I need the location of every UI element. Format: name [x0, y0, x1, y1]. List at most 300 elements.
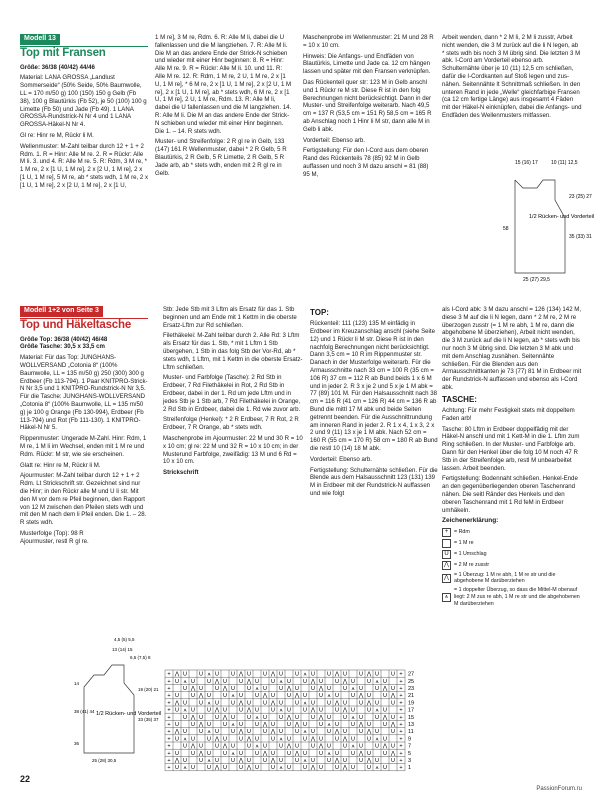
chart-cell-symbol: U: [343, 671, 347, 678]
chart-cell-symbol: ⋀: [214, 707, 220, 714]
chart-cell-symbol: U: [231, 700, 235, 707]
chart-cell-symbol: +: [167, 758, 171, 764]
chart-cell-symbol: U: [311, 671, 315, 678]
chart-cell-symbol: U: [343, 714, 347, 721]
modell12-vorderteil: Vorderteil: Ebenso arb.: [310, 455, 372, 463]
chart-cell-symbol: U: [263, 671, 267, 678]
chart-cell-symbol: ⋀: [246, 678, 252, 685]
chart-cell-symbol: U: [191, 707, 195, 714]
chart-cell-symbol: U: [271, 722, 275, 728]
modell12-tasche-header: TASCHE:: [442, 394, 477, 404]
chart-cell-symbol: +: [399, 722, 403, 728]
chart-cell-symbol: +: [167, 743, 171, 750]
chart-row-number: 7: [408, 743, 412, 750]
modell12-achtung: Achtung: Für mehr Festigkeit stets mit doppeltem Faden arb!: [442, 407, 575, 422]
chart-cell-symbol: U: [319, 736, 323, 743]
chart-cell-symbol: ⩚: [183, 736, 187, 743]
chart-cell-symbol: U: [319, 750, 323, 757]
chart-cell-symbol: U: [335, 765, 339, 772]
chart-cell-symbol: ⩚: [183, 765, 187, 772]
chart-cell-symbol: +: [167, 736, 171, 743]
chart-cell-symbol: ⋀: [366, 700, 372, 707]
chart-cell-symbol: U: [231, 758, 235, 764]
legend-item: [442, 539, 582, 548]
chart-cell-symbol: ⩚: [375, 678, 379, 685]
chart-cell-symbol: U: [359, 758, 363, 764]
chart-cell-symbol: ⋀: [382, 686, 388, 692]
chart-cell-symbol: U: [295, 714, 299, 721]
chart-cell-symbol: ⋀: [270, 729, 276, 736]
chart-cell-symbol: U: [263, 729, 267, 736]
chart-cell-symbol: ⩚: [279, 707, 283, 714]
chart-cell-symbol: ⩚: [279, 765, 283, 772]
chart-cell-symbol: ⋀: [238, 729, 244, 736]
chart-cell-symbol: U: [367, 750, 371, 757]
chart-cell-symbol: U: [183, 743, 187, 750]
chart-cell-symbol: U: [199, 729, 203, 736]
modell12-schema-bottom: 25 (28) 30,5: [92, 758, 117, 763]
chart-cell-symbol: U: [359, 729, 363, 736]
chart-cell-symbol: U: [223, 722, 227, 728]
chart-cell-symbol: ⋀: [286, 743, 292, 750]
chart-cell-symbol: U: [375, 671, 379, 678]
chart-cell-symbol: U: [327, 700, 331, 707]
modell12-icord: als I-Cord abk: 3 M dazu anschl = 126 (134) 142 M, diese 3 M auf die li N legen, dann * 2 M re, 2 M re überzogen zusstr (= 1 M re abh, 1 M re, dann die abgehobene M überziehen), Arbeit nicht wenden, die 3 M zurück auf die li N legen, ab * stets wdh bis nur noch 3 M übrig sind. Die letzten 3 M abk und mit dem Anschlag zusnähen. Seitennähte schließen. Für die Blenden aus den Armausschnittkanten je 73 (77) 81 M in Erdbeer mit der Rundstrick-N auffassen und ebenso als I-Cord abk.: [442, 306, 582, 391]
chart-cell-symbol: U: [263, 700, 267, 707]
chart-cell-symbol: +: [399, 729, 403, 736]
chart-cell-symbol: U: [263, 714, 267, 721]
chart-cell-symbol: ⋀: [342, 678, 348, 685]
modell12-maschenprobe: Maschenprobe im Ajourmuster: 22 M und 30 R = 10 x 10 cm; gl re: 22 M und 32 R = 10 x 10 cm; in der Musterund Farbfolge, zweifädig: 13 M und 6 Rd = 10 x 10 cm.: [163, 434, 303, 466]
modell13-maschenprobe: Maschenprobe im Wellenmuster: 21 M und 28 R = 10 x 10 cm.: [303, 34, 434, 49]
modell12-strickschrift-label: Strickschrift: [163, 469, 199, 477]
chart-cell-symbol: ⋀: [390, 750, 396, 757]
chart-cell-symbol: U: [335, 707, 339, 714]
chart-cell-symbol: U: [327, 686, 331, 692]
chart-cell-symbol: ⩚: [255, 686, 259, 692]
chart-cell-symbol: ⩚: [279, 736, 283, 743]
chart-cell-symbol: ⋀: [174, 671, 180, 678]
chart-cell-symbol: ⩚: [207, 671, 211, 678]
chart-cell-symbol: U: [215, 729, 219, 736]
chart-cell-symbol: U: [223, 678, 227, 685]
chart-cell-symbol: U: [319, 707, 323, 714]
chart-row-number: 21: [408, 693, 415, 700]
modell13-schema-side2: 35 (33) 31: [569, 234, 592, 240]
chart-cell-symbol: +: [167, 707, 171, 714]
chart-cell-symbol: U: [207, 750, 211, 757]
chart-cell-symbol: ⋀: [310, 765, 316, 772]
chart-cell-symbol: U: [311, 758, 315, 764]
chart-cell-symbol: U: [247, 686, 251, 692]
modell13-vorderteil: Vorderteil: Ebenso arb.: [303, 136, 365, 144]
chart-cell-symbol: ⋀: [190, 714, 196, 721]
chart-cell-symbol: U: [287, 707, 291, 714]
chart-cell-symbol: ⋀: [310, 707, 316, 714]
chart-cell-symbol: U: [215, 700, 219, 707]
chart-cell-symbol: +: [167, 686, 171, 692]
chart-cell-symbol: U: [391, 729, 395, 736]
chart-cell-symbol: ⋀: [246, 765, 252, 772]
legend-label: = 2 M re zusstr: [454, 561, 490, 568]
modell12-tag: Modell 1+2 von Seite 3: [20, 306, 103, 317]
chart-cell-symbol: U: [351, 765, 355, 772]
chart-cell-symbol: U: [231, 671, 235, 678]
modell12-schema-f: 38 (41) 44: [74, 709, 95, 714]
chart-cell-symbol: U: [263, 743, 267, 750]
chart-cell-symbol: U: [271, 736, 275, 743]
chart-cell-symbol: ⩚: [255, 743, 259, 750]
chart-cell-symbol: U: [287, 765, 291, 772]
modell12-schema-b: 13 (14) 15: [112, 647, 133, 652]
modell13-col4-text: Arbeit wenden, dann * 2 M li, 2 M li zusstr, Arbeit nicht wenden, die 3 M zurück auf die li N legen, ab * stets wdh bis noch 3 M übrig sind. Die letzten 3 M abk. I-Cord am Vorderteil ebenso arb. Schulternähte über je 10 (11) 12,5 cm schließen, dafür die I-Cordkanten auf Stoß legen und zus-nähen. Seitennähte lt Schnittmaß schließen. In den unteren Rand in jede „Welle“ gleichfarbige Fransen (ca 12 cm fertige Länge) aus insgesamt 4 Fäden mit der Häkel-N einknüpfen, dabei die Anfangs- und Endfäden des Wellenmusters mitfassen.: [442, 34, 582, 119]
chart-cell-symbol: +: [167, 765, 171, 772]
modell13-col1: [20, 34, 148, 193]
chart-cell-symbol: +: [167, 750, 171, 757]
chart-cell-symbol: ⩚: [303, 729, 307, 736]
modell12-ajour: Ajourmuster: M-Zahl teilbar durch 12 + 1 + 2 Rdm. Lt Strickschrift str. Gezeichnet sind nur die Hinr; in den Rückr alle M und U li str. Mit den M vor dem re Pfeil beginnen, den Rapport von 12 M zwischen den Pfeilen stets wdh und mit den M nach dem li Pfeil enden. Die 1. – 28. R stets wdh.: [20, 472, 147, 527]
chart-cell-symbol: U: [367, 693, 371, 700]
chart-cell-symbol: U: [247, 671, 251, 678]
chart-cell-symbol: U: [367, 736, 371, 743]
chart-cell-symbol: U: [383, 765, 387, 772]
chart-cell-symbol: ⋀: [334, 671, 340, 678]
chart-cell-symbol: U: [375, 714, 379, 721]
chart-cell-symbol: U: [359, 671, 363, 678]
chart-cell-symbol: ⋀: [286, 686, 292, 692]
chart-cell-symbol: U: [319, 678, 323, 685]
chart-cell-symbol: +: [399, 736, 403, 743]
chart-cell-symbol: +: [399, 693, 403, 700]
chart-cell-symbol: U: [223, 750, 227, 757]
chart-cell-symbol: ⋀: [238, 671, 244, 678]
modell12-schema-g: 33 (35) 37: [138, 717, 159, 722]
chart-cell-symbol: U: [311, 700, 315, 707]
chart-cell-symbol: ⋀: [222, 743, 228, 750]
chart-cell-symbol: ⩚: [207, 729, 211, 736]
chart-cell-symbol: U: [239, 750, 243, 757]
modell12-streifen: Streifenfolge (Henkel): * 2 R Erdbeer, 7 R Rot, 2 R Erdbeer, 7 R Orange, ab * stets wdh.: [163, 416, 299, 432]
chart-cell-symbol: U: [327, 714, 331, 721]
chart-cell-symbol: U: [295, 686, 299, 692]
chart-cell-symbol: ⋀: [310, 678, 316, 685]
chart-cell-symbol: U: [231, 686, 235, 692]
chart-cell-symbol: U: [271, 750, 275, 757]
chart-cell-symbol: ⩚: [279, 678, 283, 685]
chart-cell-symbol: U: [303, 765, 307, 772]
modell13-col2: [155, 34, 292, 180]
legend-symbol: ⩚: [442, 593, 451, 602]
legend-symbol: ⋀: [442, 574, 451, 583]
chart-cell-symbol: U: [391, 758, 395, 764]
chart-cell-symbol: U: [335, 722, 339, 728]
modell12-rule: [20, 318, 148, 319]
chart-cell-symbol: U: [375, 729, 379, 736]
chart-cell-symbol: U: [343, 729, 347, 736]
legend-item: [442, 561, 582, 570]
chart-cell-symbol: U: [303, 736, 307, 743]
chart-cell-symbol: U: [215, 686, 219, 692]
chart-cell-symbol: ⩚: [303, 758, 307, 764]
chart-cell-symbol: U: [271, 693, 275, 700]
chart-cell-symbol: U: [287, 693, 291, 700]
chart-cell-symbol: U: [303, 693, 307, 700]
chart-cell-symbol: U: [239, 707, 243, 714]
chart-cell-symbol: U: [183, 671, 187, 678]
chart-cell-symbol: U: [375, 686, 379, 692]
chart-cell-symbol: U: [247, 758, 251, 764]
chart-cell-symbol: ⋀: [262, 722, 268, 728]
chart-cell-symbol: +: [399, 707, 403, 714]
modell12-fertig: Fertigstellung: Schulternähte schließen. Für die Blende aus dem Halsausschnitt 123 (131) 139 M in Erdbeer mit der Rundstrick-N auffassen und wie folgt: [310, 466, 438, 497]
chart-cell-symbol: ⋀: [382, 743, 388, 750]
chart-cell-symbol: ⋀: [334, 700, 340, 707]
chart-cell-symbol: ⋀: [294, 750, 300, 757]
chart-cell-symbol: U: [391, 671, 395, 678]
modell12-size-tasche: Größe Tasche: 30,5 x 33,5 cm: [20, 343, 105, 351]
chart-cell-symbol: U: [207, 707, 211, 714]
chart-cell-symbol: U: [231, 714, 235, 721]
chart-cell-symbol: U: [343, 743, 347, 750]
chart-cell-symbol: U: [295, 743, 299, 750]
chart-cell-symbol: ⋀: [270, 671, 276, 678]
chart-cell-symbol: U: [335, 693, 339, 700]
chart-cell-symbol: U: [175, 722, 179, 728]
chart-cell-symbol: U: [359, 700, 363, 707]
chart-cell-symbol: ⩚: [183, 707, 187, 714]
chart-cell-symbol: +: [399, 714, 403, 721]
chart-cell-symbol: ⋀: [190, 743, 196, 750]
legend-label: = Rdm: [454, 528, 470, 535]
chart-cell-symbol: ⋀: [390, 693, 396, 700]
chart-cell-symbol: ⋀: [318, 743, 324, 750]
chart-cell-symbol: U: [255, 736, 259, 743]
chart-cell-symbol: U: [391, 714, 395, 721]
chart-row-number: 1: [408, 765, 412, 772]
legend-label: = 1 M re: [454, 539, 474, 546]
chart-cell-symbol: U: [295, 758, 299, 764]
chart-cell-symbol: ⩚: [327, 750, 331, 757]
legend-symbol: ⋀: [442, 561, 451, 570]
chart-cell-symbol: ⩚: [375, 707, 379, 714]
chart-cell-symbol: +: [167, 671, 171, 678]
page-number: 22: [20, 774, 31, 784]
chart-cell-symbol: ⩚: [207, 758, 211, 764]
chart-cell-symbol: ⋀: [310, 736, 316, 743]
chart-cell-symbol: ⋀: [366, 758, 372, 764]
chart-cell-symbol: U: [335, 750, 339, 757]
chart-cell-symbol: ⋀: [190, 686, 196, 692]
chart-cell-symbol: U: [199, 686, 203, 692]
chart-row-number: 15: [408, 714, 415, 721]
chart-cell-symbol: U: [255, 693, 259, 700]
chart-row-number: 25: [408, 678, 415, 685]
modell13-schema-center: 1/2 Rücken- und Vorderteil: [529, 214, 595, 220]
chart-cell-symbol: ⋀: [238, 700, 244, 707]
chart-cell-symbol: U: [191, 736, 195, 743]
chart-cell-symbol: ⋀: [198, 693, 204, 700]
chart-cell-symbol: U: [351, 736, 355, 743]
chart-cell-symbol: ⋀: [366, 671, 372, 678]
chart-cell-symbol: ⩚: [231, 722, 235, 728]
chart-cell-symbol: U: [319, 722, 323, 728]
modell13-schema-top-right: 10 (11) 12,5: [551, 160, 578, 166]
modell13-title: Top mit Fransen: [20, 46, 106, 59]
chart-cell-symbol: +: [167, 714, 171, 721]
chart-cell-symbol: U: [359, 743, 363, 750]
chart-cell-symbol: U: [231, 743, 235, 750]
chart-cell-symbol: U: [175, 707, 179, 714]
chart-cell-symbol: U: [319, 765, 323, 772]
chart-cell-symbol: U: [239, 736, 243, 743]
modell13-tag: Modell 13: [20, 34, 60, 45]
chart-cell-symbol: ⋀: [358, 693, 364, 700]
chart-cell-symbol: U: [215, 671, 219, 678]
chart-cell-symbol: U: [375, 758, 379, 764]
chart-cell-symbol: ⋀: [390, 722, 396, 728]
modell13-col4: [442, 34, 582, 123]
chart-cell-symbol: U: [359, 714, 363, 721]
chart-cell-symbol: ⋀: [198, 722, 204, 728]
chart-cell-symbol: U: [343, 758, 347, 764]
chart-cell-symbol: U: [239, 722, 243, 728]
modell13-fertig: Fertigstellung: Für den I-Cord aus dem oberen Rand des Rückenteils 78 (85) 92 M in Gelb auffassen und noch 3 M dazu anschl = 81 (88) 95 M,: [303, 147, 429, 178]
chart-cell-symbol: U: [303, 750, 307, 757]
chart-cell-symbol: ⋀: [198, 750, 204, 757]
chart-cell-symbol: U: [271, 678, 275, 685]
watermark: PassionForum.ru: [536, 786, 582, 792]
chart-row-number: 11: [408, 729, 414, 736]
modell13-schema: [503, 158, 595, 283]
chart-cell-symbol: U: [351, 693, 355, 700]
modell12-col2: [163, 306, 303, 480]
chart-cell-symbol: +: [167, 722, 171, 728]
chart-cell-symbol: U: [303, 707, 307, 714]
chart-cell-symbol: U: [231, 729, 235, 736]
chart-cell-symbol: U: [223, 736, 227, 743]
chart-cell-symbol: U: [367, 722, 371, 728]
chart-cell-symbol: ⋀: [366, 729, 372, 736]
legend-item: [442, 587, 582, 607]
chart-cell-symbol: U: [311, 743, 315, 750]
chart-cell-symbol: U: [191, 678, 195, 685]
chart-cell-symbol: U: [335, 678, 339, 685]
chart-cell-symbol: ⩚: [207, 700, 211, 707]
chart-cell-symbol: +: [399, 686, 403, 692]
legend-item: [442, 528, 582, 537]
legend-symbol: [442, 539, 451, 548]
legend-label: = 1 Überzug: 1 M re abh, 1 M re str und die abgehobene M darüberziehen: [454, 571, 556, 585]
chart-row-number: 17: [408, 707, 415, 714]
chart-cell-symbol: U: [263, 686, 267, 692]
chart-cell-symbol: ⋀: [334, 729, 340, 736]
chart-cell-symbol: ⋀: [174, 729, 180, 736]
chart-cell-symbol: U: [327, 743, 331, 750]
chart-cell-symbol: ⩚: [183, 678, 187, 685]
legend-item: [442, 550, 582, 559]
chart-cell-symbol: U: [303, 678, 307, 685]
chart-cell-symbol: U: [199, 758, 203, 764]
chart-cell-symbol: U: [239, 765, 243, 772]
chart-row-number: 3: [408, 758, 412, 764]
chart-cell-symbol: U: [247, 714, 251, 721]
chart-cell-symbol: U: [319, 693, 323, 700]
chart-cell-symbol: U: [367, 707, 371, 714]
modell12-rippen: Rippenmuster: Ungerade M-Zahl. Hinr: Rdm, 1 M re, 1 M li im Wechsel, enden mit 1 M re und Rdm. Rückr: M str, wie sie erscheinen.: [20, 435, 147, 458]
chart-cell-symbol: U: [391, 743, 395, 750]
chart-cell-symbol: U: [183, 700, 187, 707]
legend-item: [442, 572, 582, 586]
chart-cell-symbol: ⋀: [342, 765, 348, 772]
chart-cell-symbol: U: [207, 722, 211, 728]
chart-cell-symbol: +: [399, 750, 403, 757]
chart-cell-symbol: U: [383, 722, 387, 728]
chart-cell-symbol: U: [295, 700, 299, 707]
chart-cell-symbol: U: [247, 700, 251, 707]
knitting-chart: [163, 668, 429, 774]
chart-cell-symbol: U: [391, 700, 395, 707]
chart-cell-symbol: U: [207, 765, 211, 772]
chart-cell-symbol: U: [391, 686, 395, 692]
chart-cell-symbol: U: [215, 743, 219, 750]
chart-cell-symbol: U: [327, 729, 331, 736]
chart-cell-symbol: U: [215, 714, 219, 721]
modell12-schema-left: 36: [74, 741, 80, 746]
chart-cell-symbol: U: [287, 736, 291, 743]
chart-cell-symbol: ⩚: [351, 686, 355, 692]
chart-cell-symbol: U: [311, 729, 315, 736]
chart-cell-symbol: U: [367, 678, 371, 685]
modell13-schema-left: 58: [503, 226, 509, 232]
modell12-title: Top und Häkeltasche: [20, 318, 132, 331]
chart-cell-symbol: ⩚: [255, 714, 259, 721]
chart-cell-symbol: +: [167, 693, 171, 700]
chart-cell-symbol: U: [191, 722, 195, 728]
modell12-schema-e: 19 (20) 21: [138, 687, 159, 692]
chart-cell-symbol: U: [223, 693, 227, 700]
chart-cell-symbol: U: [383, 736, 387, 743]
chart-cell-symbol: U: [183, 714, 187, 721]
chart-cell-symbol: +: [399, 743, 403, 750]
chart-cell-symbol: U: [343, 700, 347, 707]
chart-cell-symbol: U: [311, 686, 315, 692]
modell13-col2-text: 1 M re], 3 M re, Rdm. 6. R: Alle M li, dabei die U fallenlassen und die M langziehen. 7. R: Alle M li. Die M an das andere Ende der Strick-N schieben und wieder mit einer Hinr beginnen: 8. R = Hinr: Alle M re. 9. R = Rückr: Alle M li. 10. und 11. R: Alle M re. 12. R: Rdm, 1 M re, 2 U, 1 M re, 2 x [1 U, 1 M re], * 6 M re, 2 x [1 U, 1 M re], 2 x [2 U, 1 M re], 2 x [1 U, 1 M re], ab * stets wdh, 6 M re, 2 x [1 U, 1 M re], 2 U, 1 M re, Rdm. 13. R: Alle M li, dabei die U fallenlassen und die M langziehen. 14. R: Alle M li. Die M an das andere Ende der Strick-N schieben und wieder mit einer Hinr beginnen. Die 1. – 14. R stets wdh.: [155, 34, 292, 135]
chart-cell-symbol: U: [247, 729, 251, 736]
chart-cell-symbol: U: [215, 758, 219, 764]
modell13-col3: [303, 34, 435, 182]
chart-cell-symbol: U: [287, 750, 291, 757]
modell12-glatt: Glatt re: Hinr re M, Rückr li M.: [20, 461, 101, 469]
chart-cell-symbol: U: [351, 722, 355, 728]
chart-cell-symbol: ⋀: [358, 722, 364, 728]
chart-cell-symbol: U: [183, 758, 187, 764]
modell13-schema-top-left: 15 (16) 17: [515, 160, 538, 166]
chart-cell-symbol: ⋀: [342, 736, 348, 743]
chart-cell-symbol: U: [207, 678, 211, 685]
chart-cell-symbol: ⩚: [231, 693, 235, 700]
chart-cell-symbol: +: [399, 758, 403, 764]
chart-cell-symbol: U: [175, 765, 179, 772]
chart-cell-symbol: ⋀: [246, 707, 252, 714]
chart-cell-symbol: U: [175, 693, 179, 700]
chart-cell-symbol: U: [287, 678, 291, 685]
chart-cell-symbol: U: [351, 707, 355, 714]
chart-cell-symbol: U: [279, 743, 283, 750]
chart-cell-symbol: U: [255, 750, 259, 757]
modell12-schema-a: 4,5 (5) 5,5: [114, 637, 135, 642]
chart-cell-symbol: U: [199, 671, 203, 678]
chart-cell-symbol: ⋀: [286, 714, 292, 721]
